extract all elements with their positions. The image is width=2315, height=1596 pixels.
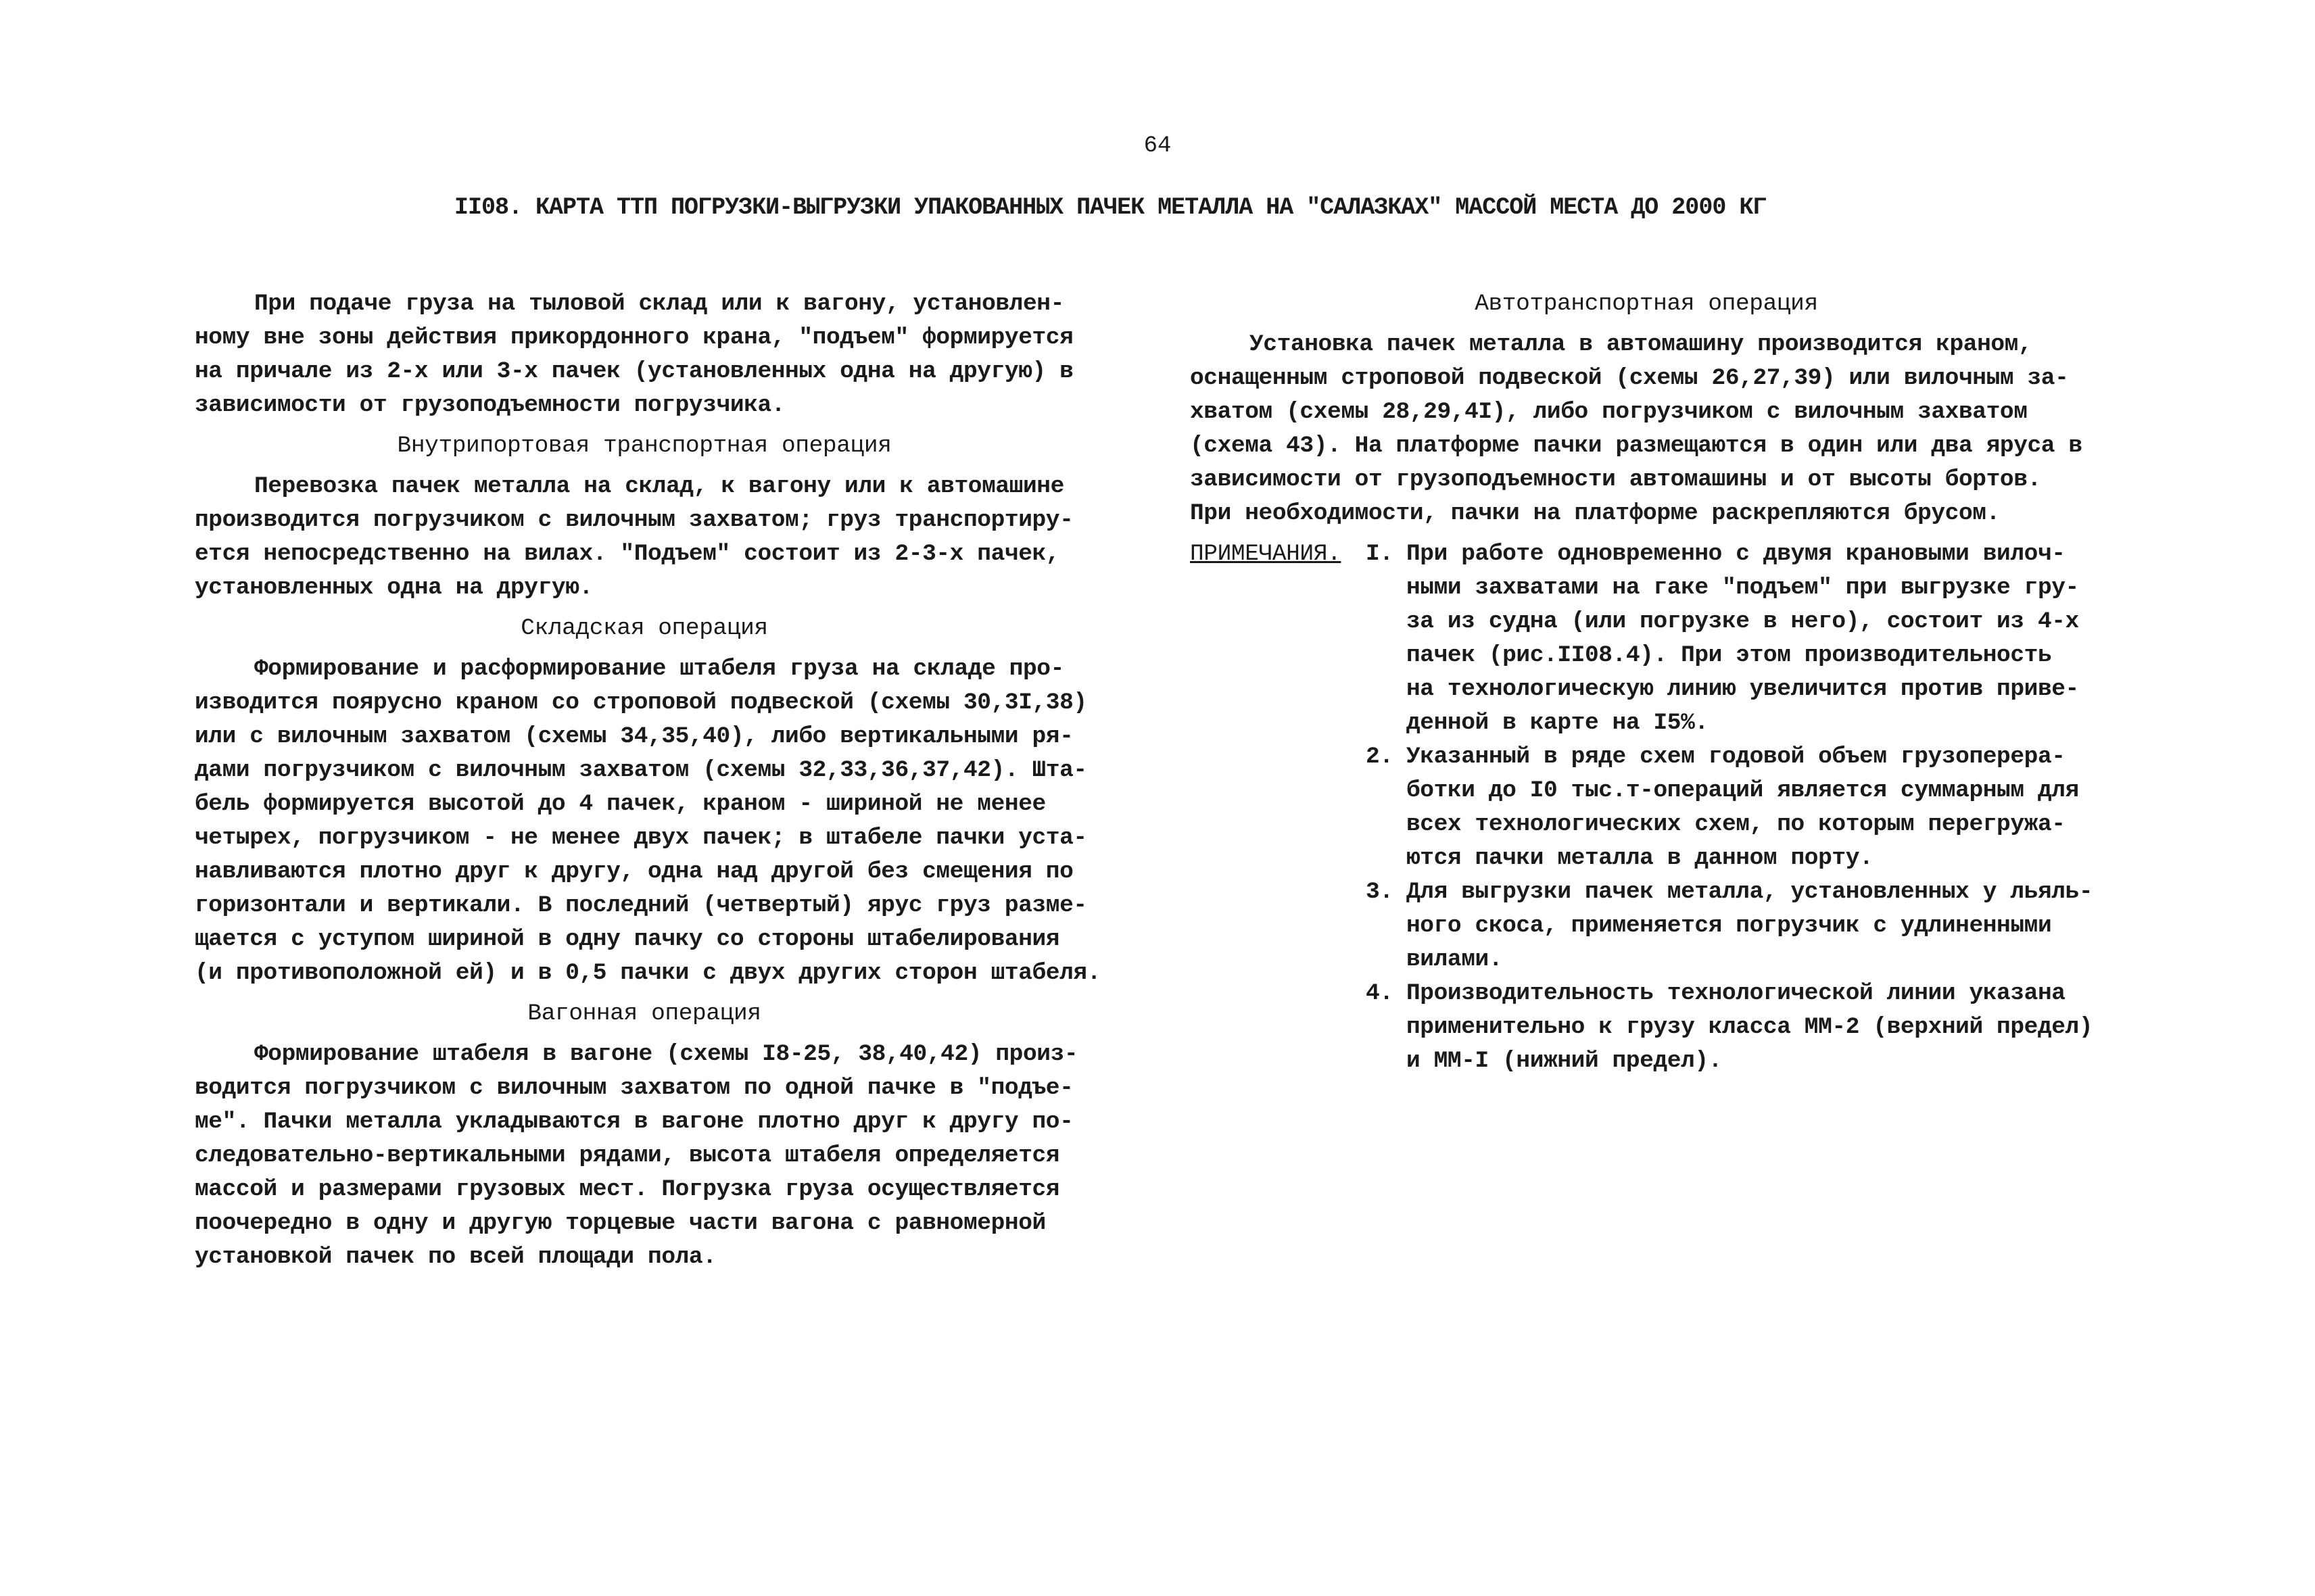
text-line: щается с уступом шириной в одну пачку со стороны штабелирования <box>195 926 1060 952</box>
text-line: установленных одна на другую. <box>195 575 593 601</box>
section-heading-internal-transport: Внутрипортовая транспортная операция <box>397 433 892 459</box>
note-item <box>1190 537 2103 740</box>
note-item <box>1190 977 2103 1078</box>
text-line: изводится поярусно краном со строповой подвеской (схемы 30,3I,38) <box>195 690 1087 716</box>
section-heading-wagon: Вагонная операция <box>527 1000 761 1027</box>
text-line: и ММ-I (нижний предел). <box>1406 1048 1722 1074</box>
text-line: на технологическую линию увеличится против приве- <box>1406 676 2079 702</box>
text-line: Формирование и расформирование штабеля груза на складе про- <box>254 656 1064 682</box>
text-line: горизонтали и вертикали. В последний (четвертый) ярус груз разме- <box>195 892 1087 919</box>
note-number: 2. <box>1366 744 1393 770</box>
text-line: всех технологических схем, по которым перегружа- <box>1406 811 2066 838</box>
wagon-paragraph <box>195 1038 1094 1274</box>
text-line: При необходимости, пачки на платформе раскрепляются брусом. <box>1190 500 2000 527</box>
text-line: поочередно в одну и другую торцевые части вагона с равномерной <box>195 1210 1046 1236</box>
note-number: I. <box>1366 541 1393 567</box>
text-line: бель формируется высотой до 4 пачек, краном - шириной не менее <box>195 791 1046 817</box>
road-transport-paragraph <box>1190 328 2103 531</box>
text-line: навливаются плотно друг к другу, одна над другой без смещения по <box>195 859 1074 885</box>
text-line: массой и размерами грузовых мест. Погрузка груза осуществляется <box>195 1176 1060 1203</box>
text-line: Перевозка пачек металла на склад, к вагону или к автомашине <box>254 473 1064 500</box>
text-line: зависимости от грузоподъемности погрузчика. <box>195 392 786 418</box>
text-line: Формирование штабеля в вагоне (схемы I8-25, 38,40,42) произ- <box>254 1041 1078 1067</box>
left-column <box>195 287 1101 1274</box>
text-line: следовательно-вертикальными рядами, высота штабеля определяется <box>195 1142 1060 1169</box>
text-line: хватом (схемы 28,29,4I), либо погрузчиком с вилочным захватом <box>1190 399 2028 425</box>
text-line: ются пачки металла в данном порту. <box>1406 845 1874 871</box>
text-line: денной в карте на I5%. <box>1406 710 1709 736</box>
text-line: Установка пачек металла в автомашину производится краном, <box>1249 331 2032 358</box>
section-heading-warehouse: Складская операция <box>521 615 768 642</box>
text-line: ется непосредственно на вилах. "Подъем" состоит из 2-3-х пачек, <box>195 541 1060 567</box>
page-number: 64 <box>1143 133 1172 159</box>
text-line: При подаче груза на тыловой склад или к вагону, установлен- <box>254 291 1064 317</box>
note-item <box>1190 875 2103 977</box>
right-column <box>1190 287 2103 1078</box>
notes-section <box>1190 537 2103 1078</box>
text-line: ному вне зоны действия прикордонного крана, "подъем" формируется <box>195 324 1074 351</box>
text-line: При работе одновременно с двумя крановыми вилоч- <box>1406 541 2066 567</box>
note-number: 4. <box>1366 980 1393 1007</box>
text-line: Производительность технологической линии указана <box>1406 980 2066 1007</box>
text-line: ботки до I0 тыс.т-операций является суммарным для <box>1406 777 2079 804</box>
text-line: пачек (рис.II08.4). При этом производительность <box>1406 642 2052 669</box>
text-line: или с вилочным захватом (схемы 34,35,40), либо вертикальными ря- <box>195 723 1074 750</box>
text-line: водится погрузчиком с вилочным захватом по одной пачке в "подъе- <box>195 1075 1074 1101</box>
text-line: ного скоса, применяется погрузчик с удлиненными <box>1406 913 2052 939</box>
text-line: четырех, погрузчиком - не менее двух пачек; в штабеле пачки уста- <box>195 825 1087 851</box>
text-line: за из судна (или погрузке в него), состоит из 4-х <box>1406 608 2079 635</box>
text-line: зависимости от грузоподъемности автомашины и от высоты бортов. <box>1190 466 2041 493</box>
text-line: Для выгрузки пачек металла, установленных у льяль- <box>1406 879 2093 905</box>
text-line: оснащенным строповой подвеской (схемы 26,27,39) или вилочным за- <box>1190 365 2069 391</box>
text-line: ме". Пачки металла укладываются в вагоне плотно друг к другу по- <box>195 1109 1074 1135</box>
document-title: II08. КАРТА ТТП ПОГРУЗКИ-ВЫГРУЗКИ УПАКОВАННЫХ ПАЧЕК МЕТАЛЛА НА "САЛАЗКАХ" МАССОЙ МЕСТА ДО 2000 КГ <box>454 194 1767 221</box>
section-heading-road-transport: Автотранспортная операция <box>1475 291 1818 317</box>
text-line: применительно к грузу класса ММ-2 (верхний предел) <box>1406 1014 2093 1040</box>
internal-transport-paragraph <box>195 470 1094 605</box>
text-line: Указанный в ряде схем годовой объем грузоперера- <box>1406 744 2066 770</box>
intro-paragraph <box>195 287 1094 422</box>
notes-label: ПРИМЕЧАНИЯ. <box>1190 541 1341 567</box>
text-line: ными захватами на гаке "подъем" при выгрузке гру- <box>1406 575 2079 601</box>
note-number: 3. <box>1366 879 1393 905</box>
text-line: установкой пачек по всей площади пола. <box>195 1244 717 1270</box>
text-line: дами погрузчиком с вилочным захватом (схемы 32,33,36,37,42). Шта- <box>195 757 1087 783</box>
text-line: производится погрузчиком с вилочным захватом; груз транспортиру- <box>195 507 1074 533</box>
text-line: вилами. <box>1406 946 1503 973</box>
note-item <box>1190 740 2103 875</box>
text-line: (схема 43). На платформе пачки размещаются в один или два яруса в <box>1190 433 2082 459</box>
warehouse-paragraph <box>195 652 1101 990</box>
text-line: на причале из 2-х или 3-х пачек (установленных одна на другую) в <box>195 358 1074 385</box>
text-line: (и противоположной ей) и в 0,5 пачки с двух других сторон штабеля. <box>195 960 1101 986</box>
